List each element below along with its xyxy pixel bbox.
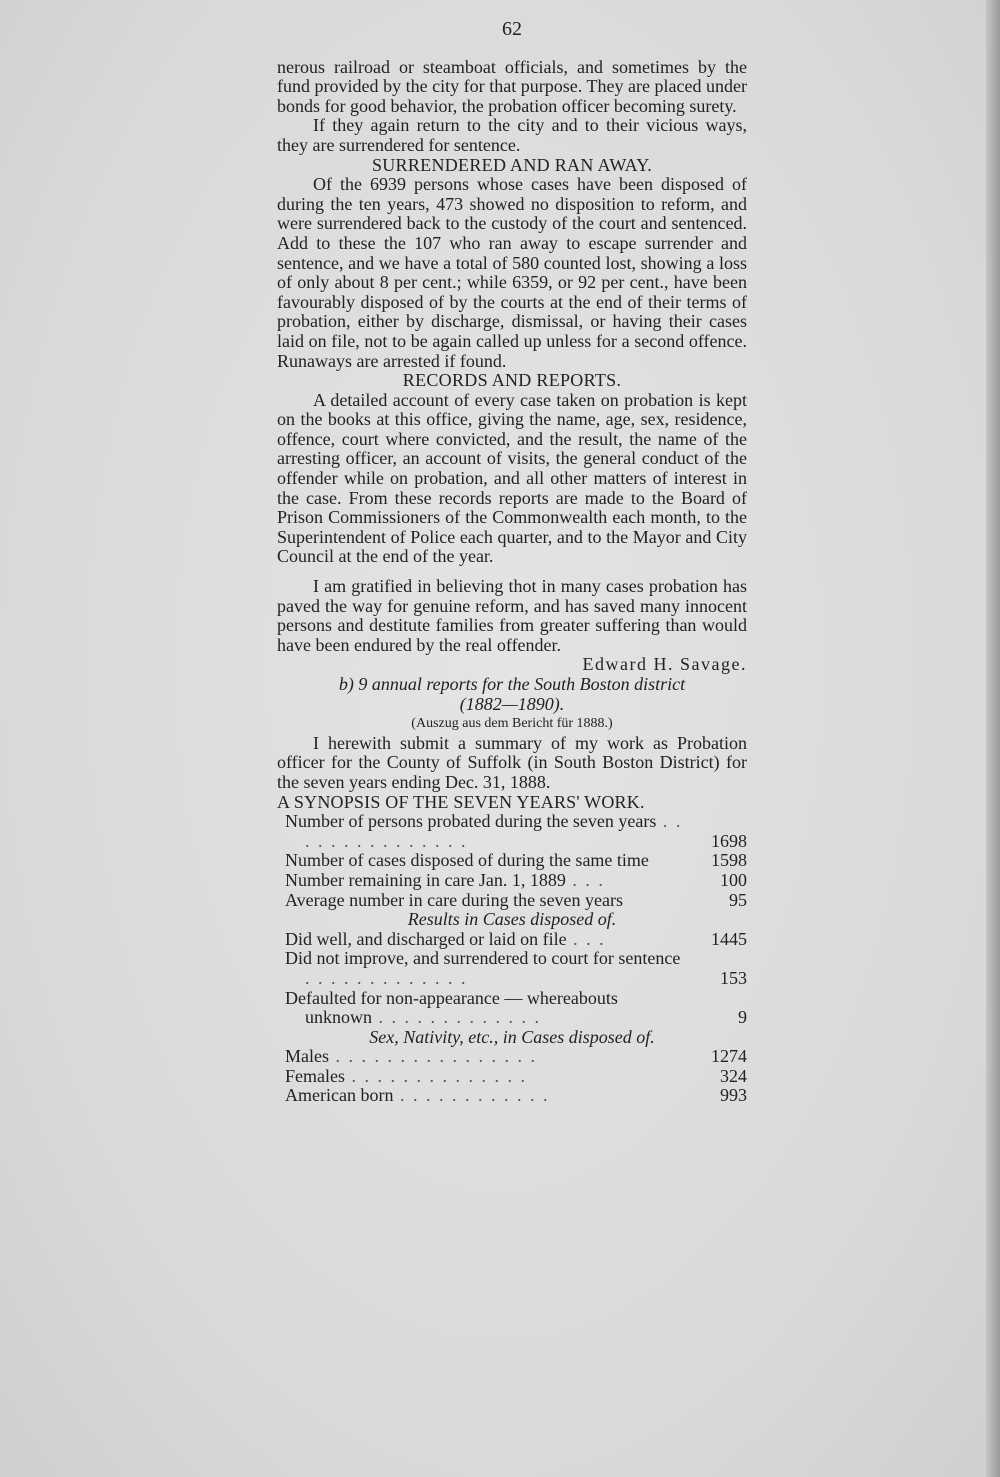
page-binding-edge (986, 0, 1000, 1477)
row-value: 324 (720, 1065, 747, 1086)
row-label-text: American born (285, 1085, 394, 1106)
row-label-text: Did not improve, and surrendered to court for sentence (285, 948, 681, 969)
row-value: 1698 (711, 830, 747, 851)
sex-nativity-heading: Sex, Nativity, etc., in Cases disposed of. (369, 1026, 655, 1047)
table-row (277, 949, 747, 988)
row-value: 1274 (711, 1046, 747, 1067)
row-label-text: Number of persons probated during the seven years (285, 811, 657, 832)
leader-dots: . . . . . . . . . . . . . (305, 967, 468, 988)
row-label (277, 949, 687, 988)
row-label-text: Females (285, 1065, 345, 1086)
row-value: 153 (720, 967, 747, 988)
table-row (277, 989, 747, 1028)
results-table (277, 930, 747, 1028)
table-row (277, 1086, 747, 1106)
results-heading: Results in Cases disposed of. (407, 909, 617, 930)
row-label (277, 851, 687, 871)
leader-dots: . . . (566, 928, 606, 949)
leader-dots: . . . . . . . . . . . . . (372, 1007, 541, 1028)
synopsis-table (277, 812, 747, 910)
leader-dots: . . . . . . . . . . . . . . . . (329, 1046, 537, 1067)
row-label (277, 1067, 687, 1087)
row-label-text: Defaulted for non-appearance — whereabouts unknown (285, 987, 618, 1028)
row-label (277, 871, 687, 891)
row-label (277, 891, 687, 911)
table-row (277, 851, 747, 871)
row-label-text: Did well, and discharged or laid on file (285, 928, 567, 949)
row-label (277, 1047, 687, 1067)
paragraph: If they again return to the city and to their vicious ways, they are surrendered for sentence. (277, 115, 747, 155)
table-row (277, 871, 747, 891)
subsection-title: b) 9 annual reports for the South Boston district (338, 674, 686, 694)
row-value: 95 (729, 889, 747, 910)
page-number: 62 (502, 18, 522, 40)
table-row (277, 891, 747, 911)
table-row (277, 812, 747, 851)
row-label (277, 989, 687, 1028)
leader-dots: . . . . . . . . . . . . (393, 1085, 550, 1106)
row-value: 9 (738, 1007, 747, 1028)
row-label (277, 930, 687, 950)
row-label-text: Number remaining in care Jan. 1, 1889 (285, 869, 566, 890)
excerpt-note: (Auszug aus dem Bericht für 1888.) (411, 716, 613, 732)
paragraph: I herewith submit a summary of my work as Probation officer for the County of Suffolk (in South Boston District) for the seven years ending Dec. 31, 1888. (277, 732, 747, 792)
row-value: 100 (720, 869, 747, 890)
signature: Edward H. Savage. (582, 654, 747, 675)
paragraph: Of the 6939 persons whose cases have been disposed of during the ten years, 473 showed no disposition to reform, and were surrendered back to the custody of the court and sentenced. Add to these the 107 who ran away to escape surrender and sentence, and we have a total of 580 counted lost, showing a loss of only about 8 per cent.; while 6359, or 92 per cent., have been favourably disposed of by the courts at the end of their terms of probation, either by discharge, dismissal, or having their cases laid on file, not to be again called up unless for a second offence. Runaways are arrested if found. (277, 174, 747, 371)
paragraph: A detailed account of every case taken on probation is kept on the books at this office, giving the name, age, sex, residence, offence, court where convicted, and the result, the name of the arresting officer, an account of visits, the general conduct of the offender while on probation, and all other matters of interest in the case. From these records reports are made to the Board of Prison Commissioners of the Commonwealth each month, to the Superintendent of Police each quarter, and to the Mayor and City Council at the end of the year. (277, 389, 747, 567)
section-heading: SURRENDERED AND RAN AWAY. (371, 154, 653, 175)
paragraph: I am gratified in believing thot in many cases probation has paved the way for genuine reform, and has saved many innocent persons and destitute families from greater suffering than would have been endured by the real offender. (277, 576, 747, 655)
table-row (277, 1067, 747, 1087)
row-value: 993 (720, 1085, 747, 1106)
row-value: 1445 (711, 928, 747, 949)
row-label-text: Males (285, 1046, 329, 1067)
paragraph: nerous railroad or steamboat officials, and sometimes by the fund provided by the city for that purpose. They are placed under bonds for good behavior, the probation officer becoming surety. (277, 56, 747, 116)
table-row (277, 1047, 747, 1067)
leader-dots: . . . . . . . . . . . . . . (345, 1065, 527, 1086)
subsection-title-years: (1882—1890). (459, 693, 565, 714)
section-heading: RECORDS AND REPORTS. (402, 370, 622, 391)
text-column (277, 20, 747, 1106)
row-value: 1598 (711, 850, 747, 871)
table-row (277, 930, 747, 950)
sex-nativity-table (277, 1047, 747, 1106)
row-label (277, 1086, 687, 1106)
row-label-text: Number of cases disposed of during the same time (285, 850, 649, 871)
leader-dots: . . . (565, 869, 605, 890)
synopsis-heading: A SYNOPSIS OF THE SEVEN YEARS' WORK. (277, 791, 645, 812)
row-label (277, 812, 687, 851)
row-label-text: Average number in care during the seven years (285, 889, 624, 910)
leader-dots: . . . . . . . . . . . . . . . (305, 811, 683, 851)
